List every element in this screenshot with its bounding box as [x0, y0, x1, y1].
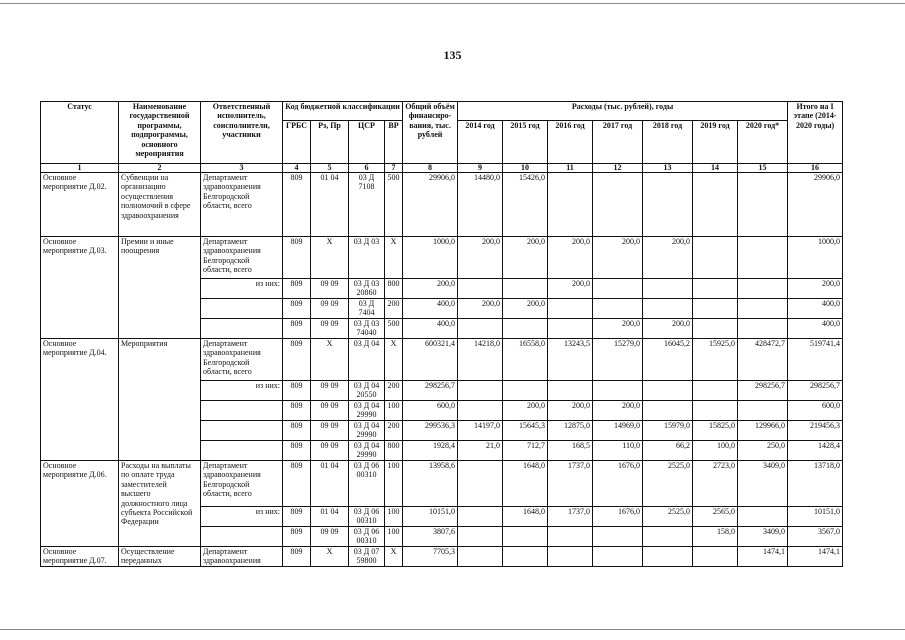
total-cell: 1928,4 — [403, 441, 458, 461]
year-value-cell: 2525,0 — [643, 461, 693, 507]
vr-cell: 100 — [385, 401, 403, 421]
year-value-cell — [643, 299, 693, 319]
year-value-cell: 15426,0 — [503, 173, 548, 237]
year-value-cell: 15279,0 — [593, 339, 643, 381]
vr-cell: X — [385, 237, 403, 279]
year-value-cell: 1648,0 — [503, 461, 548, 507]
year-value-cell: 16045,2 — [643, 339, 693, 381]
header-itog: Итого на I этапе (2014-2020 годы) — [788, 102, 843, 164]
rz-pr-cell: 09 09 — [311, 421, 349, 441]
total-cell: 29906,0 — [403, 173, 458, 237]
year-value-cell — [503, 319, 548, 339]
header-year: 2016 год — [548, 121, 593, 164]
csr-cell: 03 Д 03 20860 — [349, 279, 385, 299]
year-value-cell: 200,0 — [548, 237, 593, 279]
table-row — [41, 237, 843, 279]
year-value-cell — [643, 547, 693, 567]
year-value-cell — [458, 527, 503, 547]
column-number: 15 — [738, 164, 788, 173]
name-cell: Осуществление переданных — [119, 547, 201, 567]
year-value-cell: 14197,0 — [458, 421, 503, 441]
executor-cell: из них: — [201, 507, 283, 527]
column-number: 3 — [201, 164, 283, 173]
year-value-cell — [738, 507, 788, 527]
header-year: 2018 год — [643, 121, 693, 164]
csr-cell: 03 Д 06 00310 — [349, 507, 385, 527]
itog-cell: 400,0 — [788, 319, 843, 339]
year-value-cell: 200,0 — [643, 319, 693, 339]
rz-pr-cell: X — [311, 237, 349, 279]
executor-cell: Департамент здравоохранения Белгородской области, всего — [201, 237, 283, 279]
itog-cell: 600,0 — [788, 401, 843, 421]
header-grbs: ГРБС — [283, 121, 311, 164]
year-value-cell — [643, 401, 693, 421]
rz-pr-cell: X — [311, 339, 349, 381]
itog-cell: 29906,0 — [788, 173, 843, 237]
vr-cell: 500 — [385, 173, 403, 237]
column-number: 10 — [503, 164, 548, 173]
year-value-cell: 100,0 — [693, 441, 738, 461]
executor-cell: Департамент здравоохранения — [201, 547, 283, 567]
year-value-cell: 1676,0 — [593, 507, 643, 527]
table-row — [41, 173, 843, 237]
status-cell: Основное мероприятие Д.07. — [41, 547, 119, 567]
page-number: 135 — [443, 48, 462, 62]
year-value-cell: 712,7 — [503, 441, 548, 461]
year-value-cell: 200,0 — [458, 237, 503, 279]
grbs-cell: 809 — [283, 173, 311, 237]
total-cell: 7705,3 — [403, 547, 458, 567]
itog-cell: 1474,1 — [788, 547, 843, 567]
total-cell: 298256,7 — [403, 381, 458, 401]
year-value-cell: 1676,0 — [593, 461, 643, 507]
executor-cell — [201, 441, 283, 461]
year-value-cell — [738, 299, 788, 319]
year-value-cell: 110,0 — [593, 441, 643, 461]
itog-cell: 298256,7 — [788, 381, 843, 401]
grbs-cell: 809 — [283, 319, 311, 339]
year-value-cell — [593, 279, 643, 299]
column-number: 8 — [403, 164, 458, 173]
total-cell: 13958,6 — [403, 461, 458, 507]
year-value-cell: 21,0 — [458, 441, 503, 461]
column-number: 7 — [385, 164, 403, 173]
column-number: 14 — [693, 164, 738, 173]
year-value-cell: 2723,0 — [693, 461, 738, 507]
year-value-cell — [643, 381, 693, 401]
year-value-cell: 1648,0 — [503, 507, 548, 527]
grbs-cell: 809 — [283, 401, 311, 421]
year-value-cell: 3409,0 — [738, 527, 788, 547]
header-expenses: Расходы (тыс. рублей), годы — [458, 102, 788, 121]
csr-cell: 03 Д 7108 — [349, 173, 385, 237]
rz-pr-cell: 09 09 — [311, 527, 349, 547]
year-value-cell — [693, 401, 738, 421]
year-value-cell — [548, 173, 593, 237]
grbs-cell: 809 — [283, 279, 311, 299]
year-value-cell — [503, 279, 548, 299]
bottom-rule — [0, 629, 905, 630]
year-value-cell — [503, 547, 548, 567]
table-row — [41, 547, 843, 567]
top-rule — [0, 3, 905, 4]
year-value-cell — [593, 547, 643, 567]
year-value-cell — [693, 279, 738, 299]
executor-cell: из них: — [201, 279, 283, 299]
year-value-cell — [548, 547, 593, 567]
year-value-cell — [458, 547, 503, 567]
year-value-cell: 200,0 — [503, 401, 548, 421]
year-value-cell: 200,0 — [593, 401, 643, 421]
year-value-cell — [693, 381, 738, 401]
year-value-cell — [458, 319, 503, 339]
csr-cell: 03 Д 03 74040 — [349, 319, 385, 339]
rz-pr-cell: 09 09 — [311, 319, 349, 339]
year-value-cell: 15979,0 — [643, 421, 693, 441]
total-cell: 3807,6 — [403, 527, 458, 547]
year-value-cell — [548, 527, 593, 547]
csr-cell: 03 Д 04 29990 — [349, 441, 385, 461]
header-year: 2017 год — [593, 121, 643, 164]
year-value-cell — [593, 381, 643, 401]
csr-cell: 03 Д 04 — [349, 339, 385, 381]
table-row — [41, 461, 843, 507]
year-value-cell — [548, 299, 593, 319]
rz-pr-cell: 09 09 — [311, 279, 349, 299]
year-value-cell: 1737,0 — [548, 461, 593, 507]
year-value-cell — [458, 381, 503, 401]
year-value-cell: 200,0 — [503, 237, 548, 279]
column-number: 9 — [458, 164, 503, 173]
year-value-cell — [738, 237, 788, 279]
total-cell: 200,0 — [403, 279, 458, 299]
executor-cell — [201, 421, 283, 441]
vr-cell: 100 — [385, 527, 403, 547]
year-value-cell — [643, 527, 693, 547]
executor-cell: Департамент здравоохранения Белгородской области, всего — [201, 173, 283, 237]
grbs-cell: 809 — [283, 299, 311, 319]
rz-pr-cell: X — [311, 547, 349, 567]
csr-cell: 03 Д 04 29990 — [349, 421, 385, 441]
year-value-cell: 14218,0 — [458, 339, 503, 381]
year-value-cell: 13243,5 — [548, 339, 593, 381]
year-value-cell — [693, 173, 738, 237]
vr-cell: 200 — [385, 421, 403, 441]
grbs-cell: 809 — [283, 461, 311, 507]
itog-cell: 519741,4 — [788, 339, 843, 381]
name-cell: Расходы на выплаты по оплате труда заместителей высшего должностного лица субъекта Российской Федерации — [119, 461, 201, 547]
year-value-cell — [458, 279, 503, 299]
executor-cell — [201, 299, 283, 319]
total-cell: 600,0 — [403, 401, 458, 421]
year-value-cell: 200,0 — [548, 401, 593, 421]
total-cell: 1000,0 — [403, 237, 458, 279]
column-number: 5 — [311, 164, 349, 173]
header-rz-pr: Рз, Пр — [311, 121, 349, 164]
vr-cell: 200 — [385, 299, 403, 319]
vr-cell: 100 — [385, 461, 403, 507]
header-csr: ЦСР — [349, 121, 385, 164]
year-value-cell: 14969,0 — [593, 421, 643, 441]
year-value-cell — [738, 319, 788, 339]
itog-cell: 10151,0 — [788, 507, 843, 527]
status-cell: Основное мероприятие Д.02. — [41, 173, 119, 237]
executor-cell: Департамент здравоохранения Белгородской области, всего — [201, 339, 283, 381]
csr-cell: 03 Д 06 00310 — [349, 527, 385, 547]
year-value-cell: 200,0 — [643, 237, 693, 279]
table-body — [41, 164, 843, 567]
rz-pr-cell: 01 04 — [311, 461, 349, 507]
year-value-cell: 2525,0 — [643, 507, 693, 527]
year-value-cell: 200,0 — [458, 299, 503, 319]
budget-table — [40, 101, 843, 567]
executor-cell: Департамент здравоохранения Белгородской области, всего — [201, 461, 283, 507]
year-value-cell — [458, 507, 503, 527]
column-number: 12 — [593, 164, 643, 173]
year-value-cell: 428472,7 — [738, 339, 788, 381]
rz-pr-cell: 09 09 — [311, 441, 349, 461]
column-number: 2 — [119, 164, 201, 173]
year-value-cell: 1474,1 — [738, 547, 788, 567]
year-value-cell: 1737,0 — [548, 507, 593, 527]
year-value-cell: 2565,0 — [693, 507, 738, 527]
executor-cell — [201, 527, 283, 547]
year-value-cell: 158,0 — [693, 527, 738, 547]
total-cell: 299536,3 — [403, 421, 458, 441]
vr-cell: X — [385, 339, 403, 381]
itog-cell: 1000,0 — [788, 237, 843, 279]
header-budget-code: Код бюджетной классификации — [283, 102, 403, 121]
itog-cell: 400,0 — [788, 299, 843, 319]
csr-cell: 03 Д 06 00310 — [349, 461, 385, 507]
grbs-cell: 809 — [283, 507, 311, 527]
year-value-cell: 168,5 — [548, 441, 593, 461]
year-value-cell — [738, 401, 788, 421]
column-number: 11 — [548, 164, 593, 173]
table-row — [41, 339, 843, 381]
year-value-cell: 16558,0 — [503, 339, 548, 381]
header-name: Наименование государственной программы, подпрограммы, основного мероприятия — [119, 102, 201, 164]
grbs-cell: 809 — [283, 527, 311, 547]
year-value-cell: 12875,0 — [548, 421, 593, 441]
executor-cell — [201, 319, 283, 339]
itog-cell: 200,0 — [788, 279, 843, 299]
year-value-cell — [548, 381, 593, 401]
header-year: 2015 год — [503, 121, 548, 164]
header-total: Общий объём финансиро-вания, тыс. рублей — [403, 102, 458, 164]
status-cell: Основное мероприятие Д.03. — [41, 237, 119, 339]
column-number: 13 — [643, 164, 693, 173]
year-value-cell — [593, 173, 643, 237]
total-cell: 10151,0 — [403, 507, 458, 527]
csr-cell: 03 Д 7404 — [349, 299, 385, 319]
year-value-cell: 66,2 — [643, 441, 693, 461]
year-value-cell: 200,0 — [593, 237, 643, 279]
vr-cell: 800 — [385, 279, 403, 299]
header-row — [41, 102, 843, 121]
year-value-cell — [643, 173, 693, 237]
itog-cell: 3567,0 — [788, 527, 843, 547]
csr-cell: 03 Д 04 20550 — [349, 381, 385, 401]
grbs-cell: 809 — [283, 339, 311, 381]
status-cell: Основное мероприятие Д.04. — [41, 339, 119, 461]
year-value-cell — [503, 381, 548, 401]
year-value-cell — [548, 319, 593, 339]
rz-pr-cell: 09 09 — [311, 401, 349, 421]
year-value-cell — [693, 547, 738, 567]
itog-cell: 13718,0 — [788, 461, 843, 507]
header-status: Статус — [41, 102, 119, 164]
column-number: 16 — [788, 164, 843, 173]
csr-cell: 03 Д 04 29990 — [349, 401, 385, 421]
column-number: 4 — [283, 164, 311, 173]
year-value-cell — [693, 237, 738, 279]
grbs-cell: 809 — [283, 441, 311, 461]
year-value-cell: 298256,7 — [738, 381, 788, 401]
vr-cell: 100 — [385, 507, 403, 527]
vr-cell: X — [385, 547, 403, 567]
year-value-cell — [738, 173, 788, 237]
column-number: 1 — [41, 164, 119, 173]
vr-cell: 200 — [385, 381, 403, 401]
year-value-cell — [458, 461, 503, 507]
header-year: 2019 год — [693, 121, 738, 164]
executor-cell — [201, 401, 283, 421]
year-value-cell — [503, 527, 548, 547]
status-cell: Основное мероприятие Д.06. — [41, 461, 119, 547]
name-cell: Субвенции на организацию осуществления полномочий в сфере здравоохранения — [119, 173, 201, 237]
year-value-cell — [693, 299, 738, 319]
year-value-cell — [593, 299, 643, 319]
total-cell: 400,0 — [403, 299, 458, 319]
year-value-cell — [643, 279, 693, 299]
grbs-cell: 809 — [283, 381, 311, 401]
total-cell: 600321,4 — [403, 339, 458, 381]
vr-cell: 500 — [385, 319, 403, 339]
year-value-cell — [693, 319, 738, 339]
itog-cell: 1428,4 — [788, 441, 843, 461]
itog-cell: 219456,3 — [788, 421, 843, 441]
csr-cell: 03 Д 03 — [349, 237, 385, 279]
year-value-cell: 200,0 — [593, 319, 643, 339]
header-vr: ВР — [385, 121, 403, 164]
rz-pr-cell: 09 09 — [311, 299, 349, 319]
name-cell: Премии и иные поощрения — [119, 237, 201, 339]
year-value-cell: 15825,0 — [693, 421, 738, 441]
header-year: 2014 год — [458, 121, 503, 164]
column-number: 6 — [349, 164, 385, 173]
rz-pr-cell: 01 04 — [311, 507, 349, 527]
grbs-cell: 809 — [283, 237, 311, 279]
year-value-cell — [458, 401, 503, 421]
executor-cell: из них: — [201, 381, 283, 401]
rz-pr-cell: 09 09 — [311, 381, 349, 401]
header-year: 2020 год* — [738, 121, 788, 164]
year-value-cell: 250,0 — [738, 441, 788, 461]
grbs-cell: 809 — [283, 547, 311, 567]
year-value-cell: 3409,0 — [738, 461, 788, 507]
year-value-cell: 14480,0 — [458, 173, 503, 237]
header-executor: Ответственный исполнитель, соисполнители, участники — [201, 102, 283, 164]
csr-cell: 03 Д 07 59800 — [349, 547, 385, 567]
column-number-row — [41, 164, 843, 173]
year-value-cell: 15645,3 — [503, 421, 548, 441]
year-value-cell: 200,0 — [503, 299, 548, 319]
year-value-cell: 15925,0 — [693, 339, 738, 381]
year-value-cell: 200,0 — [548, 279, 593, 299]
grbs-cell: 809 — [283, 421, 311, 441]
year-value-cell: 129966,0 — [738, 421, 788, 441]
name-cell: Мероприятия — [119, 339, 201, 461]
rz-pr-cell: 01 04 — [311, 173, 349, 237]
total-cell: 400,0 — [403, 319, 458, 339]
year-value-cell — [738, 279, 788, 299]
vr-cell: 800 — [385, 441, 403, 461]
year-value-cell — [593, 527, 643, 547]
